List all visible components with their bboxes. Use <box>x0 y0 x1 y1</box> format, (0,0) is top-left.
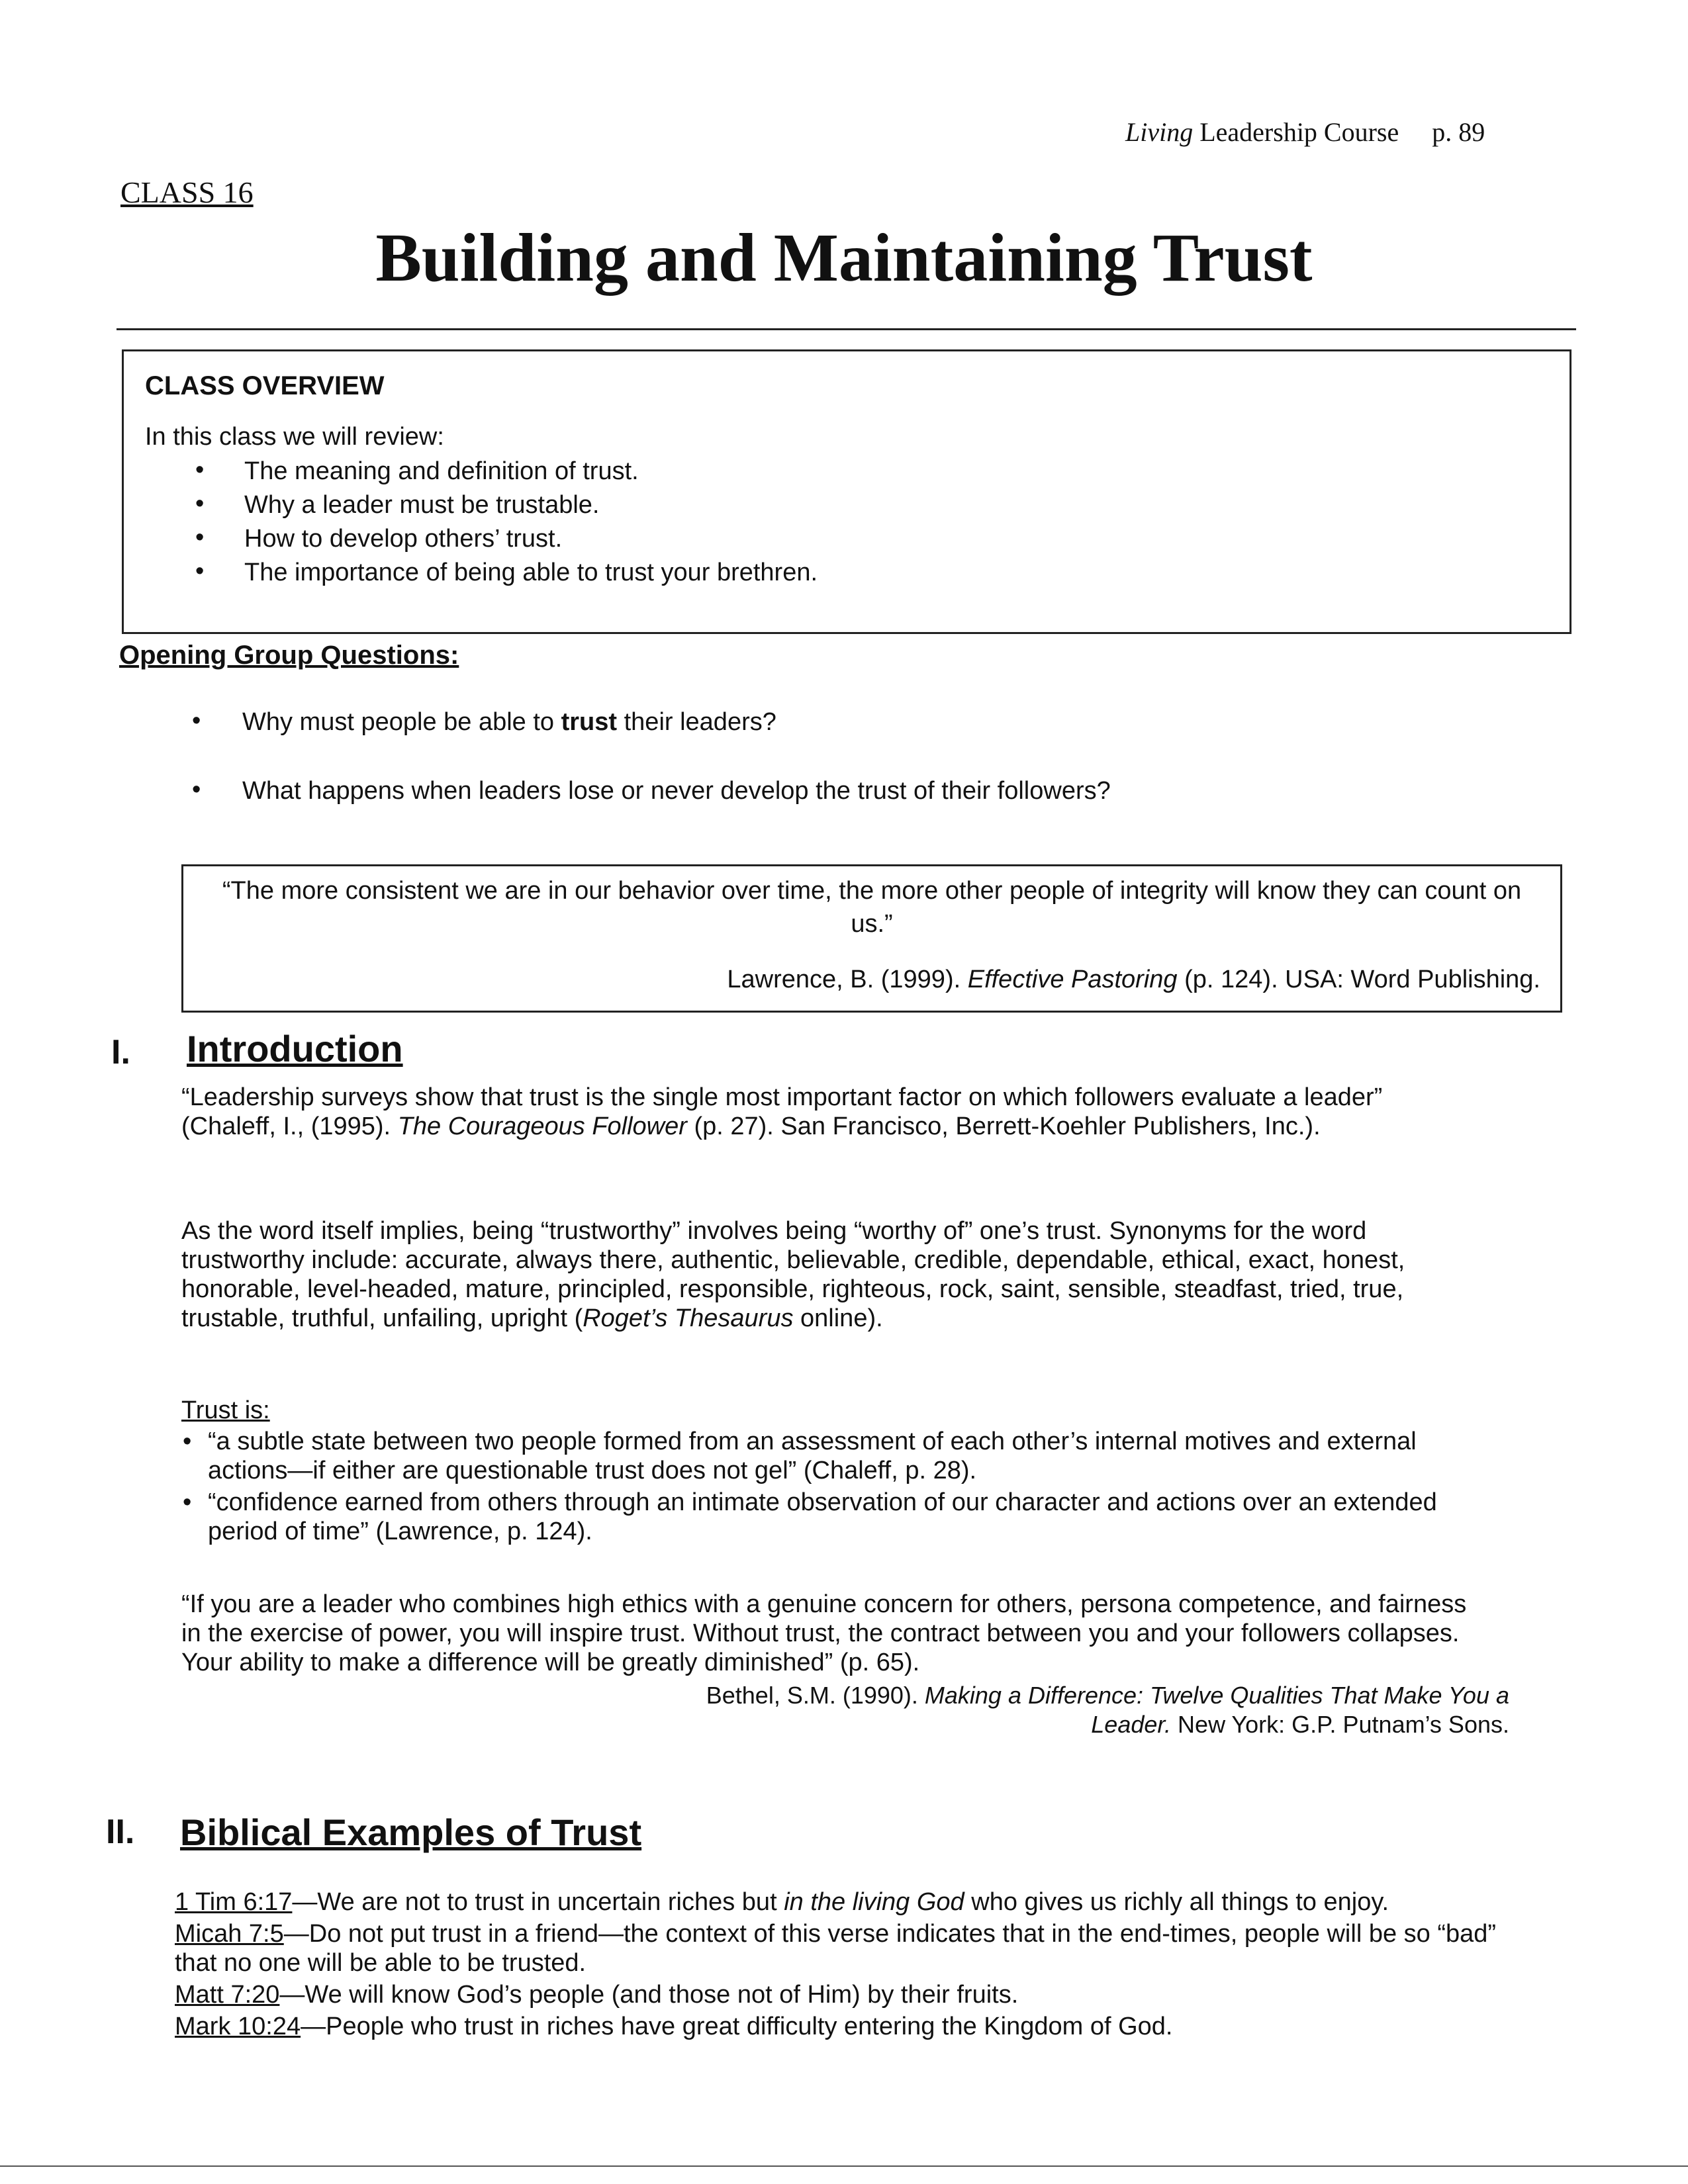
overview-intro: In this class we will review: <box>145 423 444 451</box>
reference-item <box>175 1919 1512 1978</box>
p1-pre: “Leadership surveys show that trust is the single most important factor on which followers evaluate a leader” (Chaleff, I., (1995). <box>181 1083 1383 1140</box>
class-overview-box <box>122 349 1571 634</box>
reference-text: —We will know God’s people (and those not of Him) by their fruits. <box>279 1981 1019 2009</box>
course-name: Leadership Course <box>1193 117 1399 147</box>
reference-text: —People who trust in riches have great difficulty entering the Kingdom of God. <box>301 2013 1173 2040</box>
reference-item <box>175 1888 1512 1917</box>
p1-post: (p. 27). San Francisco, Berrett-Koehler Publishers, Inc.). <box>686 1113 1321 1140</box>
p2-pre: As the word itself implies, being “trustworthy” involves being “worthy of” one’s trust. Synonyms for the word trustworthy include: accurate, always there, authentic, believable, credible, dependable, ethical, exact, honest, honorable, level-headed, mature, principled, responsible, righteous, rock, saint, sensible, steadfast, tried, true, trustable, truthful, unfailing, upright ( <box>181 1217 1405 1332</box>
class-label: CLASS 16 <box>120 175 254 209</box>
question-1-pre: Why must people be able to <box>242 708 561 736</box>
list-item: • Why a leader must be trustable. <box>145 491 818 525</box>
opening-questions-list <box>119 708 1111 846</box>
section-2-number: II. <box>106 1813 135 1851</box>
list-item: • “a subtle state between two people formed from an assessment of each other’s internal motives and external actions—if either are questionable trust does not gel” (Chaleff, p. 28). <box>181 1427 1466 1485</box>
reference-label: 1 Tim 6:17 <box>175 1888 293 1916</box>
reference-emphasis: in the living God <box>784 1888 964 1916</box>
list-item: • How to develop others’ trust. <box>145 525 818 559</box>
trust-is-label: Trust is: <box>181 1396 270 1424</box>
quote-cite-post: (p. 124). USA: Word Publishing. <box>1177 966 1540 993</box>
question-1-post: their leaders? <box>617 708 776 736</box>
running-header <box>1125 116 1485 148</box>
p2-source-title: Roget’s Thesaurus <box>583 1304 794 1332</box>
quote-box <box>181 864 1562 1013</box>
list-item: • The importance of being able to trust your brethren. <box>145 559 818 592</box>
question-item: • What happens when leaders lose or never develop the trust of their followers? <box>119 777 1111 846</box>
p2-post: online). <box>793 1304 883 1332</box>
quote-citation <box>727 966 1540 994</box>
list-item: • The meaning and definition of trust. <box>145 457 818 491</box>
question-1-bold: trust <box>561 708 618 736</box>
list-item: • “confidence earned from others through an intimate observation of our character and actions over an extended period of time” (Lawrence, p. 124). <box>181 1488 1466 1546</box>
overview-list <box>145 457 818 592</box>
section-1-title: Introduction <box>187 1028 403 1069</box>
quote-text: “The more consistent we are in our behavior over time, the more other people of integrity will know they can count on us.” <box>222 877 1522 938</box>
reference-label: Micah 7:5 <box>175 1920 284 1948</box>
biblical-references <box>175 1888 1512 2044</box>
reference-label: Mark 10:24 <box>175 2013 301 2040</box>
p1-book-title: The Courageous Follower <box>397 1113 687 1140</box>
page-bottom-edge <box>0 2165 1688 2167</box>
quote-cite-pre: Lawrence, B. (1999). <box>727 966 968 993</box>
bethel-post: New York: G.P. Putnam’s Sons. <box>1171 1711 1509 1738</box>
question-item <box>119 708 1111 777</box>
section-1-number: I. <box>111 1033 130 1071</box>
reference-label: Matt 7:20 <box>175 1981 280 2009</box>
title-divider <box>117 328 1576 330</box>
opening-questions-heading: Opening Group Questions: <box>119 641 459 670</box>
overview-heading: CLASS OVERVIEW <box>145 371 385 400</box>
page-number: p. 89 <box>1432 117 1485 147</box>
intro-paragraph-2 <box>181 1216 1492 1333</box>
quote-cite-title: Effective Pastoring <box>967 966 1178 993</box>
intro-paragraph-1 <box>181 1083 1466 1141</box>
bethel-title: Making a Difference: Twelve Qualities That Make You a Leader. <box>924 1682 1509 1738</box>
course-name-italic: Living <box>1125 117 1194 147</box>
reference-item <box>175 2012 1512 2041</box>
reference-text: who gives us richly all things to enjoy. <box>964 1888 1389 1916</box>
reference-text: —Do not put trust in a friend—the context of this verse indicates that in the end-times, people will be so “bad” that no one will be able to be trusted. <box>175 1920 1497 1977</box>
bethel-citation <box>649 1681 1509 1739</box>
reference-item <box>175 1980 1512 2009</box>
bethel-pre: Bethel, S.M. (1990). <box>706 1682 925 1709</box>
intro-paragraph-3: “If you are a leader who combines high ethics with a genuine concern for others, persona competence, and fairness in the exercise of power, you will inspire trust. Without trust, the contract between you and your followers collapses. Your ability to make a difference will be greatly diminished” (p. 65). <box>181 1590 1467 1676</box>
trust-definition-list <box>181 1427 1466 1549</box>
section-2-title: Biblical Examples of Trust <box>180 1811 642 1853</box>
reference-text: —We are not to trust in uncertain riches but <box>292 1888 784 1916</box>
page-title: Building and Maintaining Trust <box>375 220 1313 296</box>
